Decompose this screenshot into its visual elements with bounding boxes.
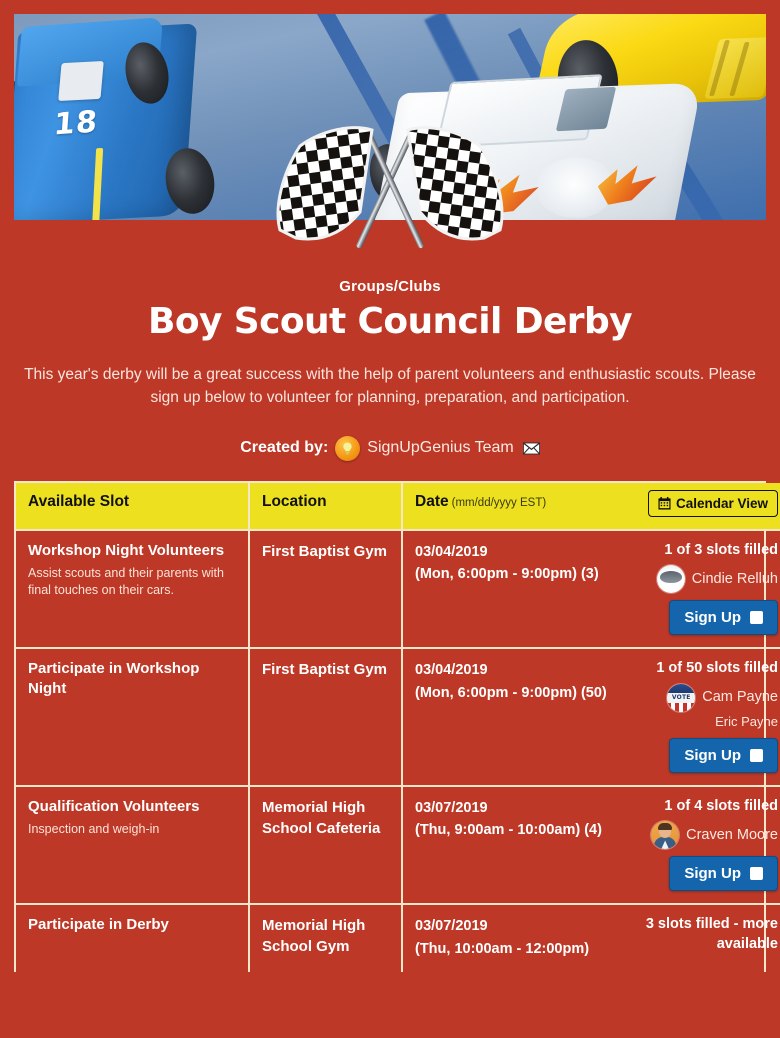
cell-slot (16, 530, 249, 649)
table-row (16, 648, 780, 786)
sign-up-label: Sign Up (684, 865, 741, 883)
checkbox-icon (750, 611, 763, 624)
column-header-date-label: Date (415, 492, 449, 510)
column-header-location: Location (249, 483, 402, 530)
cell-slot (16, 904, 249, 972)
location-text: Memorial High School Cafeteria (262, 798, 381, 837)
event-description: This year's derby will be a great success with the help of parent volunteers and enthusiastic scouts. Please sign up below to volunteer for planning, preparation, and participation. (24, 365, 756, 406)
checkered-flags-icon (256, 116, 524, 280)
created-by-block (0, 436, 780, 461)
location-text: First Baptist Gym (262, 542, 388, 560)
date-block (415, 915, 627, 960)
cell-location (249, 904, 402, 972)
signee-name[interactable]: Cindie Relluh (691, 570, 778, 587)
cell-slot (16, 648, 249, 786)
slots-filled-text: 1 of 4 slots filled (664, 797, 778, 814)
checkbox-icon (750, 867, 763, 880)
cell-slot (16, 786, 249, 905)
slot-title: Participate in Derby (28, 916, 169, 934)
date-format-note: (mm/dd/yyyy EST) (451, 496, 547, 509)
cell-date (402, 530, 780, 649)
lightbulb-icon (335, 436, 360, 461)
column-header-date (402, 483, 780, 530)
signee-row (635, 565, 778, 593)
page-title: Boy Scout Council Derby (148, 301, 632, 342)
time-text: (Mon, 6:00pm - 9:00pm) (3) (415, 566, 599, 583)
date-text: 03/07/2019 (415, 799, 488, 816)
calendar-view-button[interactable] (648, 490, 778, 517)
location-text: First Baptist Gym (262, 661, 388, 679)
signee-name[interactable]: Cam Payne (702, 689, 778, 706)
slot-description: Assist scouts and their parents with final touches on their cars. (28, 565, 224, 598)
vote-badge-avatar: VOTE (667, 684, 695, 712)
date-block (415, 659, 627, 704)
cell-date (402, 904, 780, 972)
category-label: Groups/Clubs (339, 278, 441, 295)
slot-title: Qualification Volunteers (28, 797, 200, 815)
table-header-row (16, 483, 780, 530)
calendar-icon (658, 497, 671, 510)
signup-table-container (14, 481, 778, 973)
slots-filled-text: 1 of 3 slots filled (664, 541, 778, 558)
sign-up-label: Sign Up (684, 746, 741, 764)
table-header (16, 483, 780, 530)
date-block (415, 797, 627, 842)
slots-block (635, 797, 778, 892)
car-decal (58, 61, 104, 101)
cell-date (402, 648, 780, 786)
photo-avatar (651, 821, 679, 849)
date-text: 03/04/2019 (415, 662, 488, 679)
car-window (556, 87, 617, 132)
table-row (16, 786, 780, 905)
cell-location (249, 530, 402, 649)
signup-table (16, 483, 780, 973)
table-row (16, 530, 780, 649)
signee-row (635, 684, 778, 712)
date-text: 03/04/2019 (415, 543, 488, 560)
slots-filled-text: 3 slots filled - more available (645, 916, 778, 952)
sign-up-button[interactable] (669, 856, 778, 891)
slot-description: Inspection and weigh-in (28, 821, 160, 836)
slots-filled-text: 1 of 50 slots filled (656, 660, 778, 677)
sign-up-label: Sign Up (684, 609, 741, 627)
slot-title: Workshop Night Volunteers (28, 541, 225, 559)
time-text: (Thu, 10:00am - 12:00pm) (415, 940, 590, 957)
column-header-slot: Available Slot (16, 483, 249, 530)
creator-name[interactable]: SignUpGenius Team (367, 439, 514, 457)
cell-date (402, 786, 780, 905)
time-text: (Thu, 9:00am - 10:00am) (4) (415, 822, 602, 839)
slots-block (635, 659, 778, 773)
calendar-view-label: Calendar View (675, 495, 768, 511)
checkbox-icon (750, 749, 763, 762)
sign-up-button[interactable] (669, 738, 778, 773)
date-text: 03/07/2019 (415, 918, 488, 935)
signee-sub-name: Eric Payne (715, 713, 778, 729)
slots-block (635, 915, 778, 959)
signee-row (635, 821, 778, 849)
cell-location (249, 786, 402, 905)
cloud-avatar (657, 565, 685, 593)
table-row (16, 904, 780, 972)
date-block (415, 541, 627, 586)
time-text: (Mon, 6:00pm - 9:00pm) (50) (415, 684, 607, 701)
table-body (16, 530, 780, 973)
slot-title: Participate in Workshop Night (28, 660, 200, 698)
sign-up-button[interactable] (669, 600, 778, 635)
location-text: Memorial High School Gym (262, 917, 366, 956)
cell-location (249, 648, 402, 786)
slots-block (635, 541, 778, 636)
envelope-icon[interactable] (523, 442, 540, 455)
created-by-label: Created by: (240, 439, 329, 457)
car-number-label: 18 (52, 104, 100, 143)
blue-derby-car (14, 20, 253, 220)
signee-name[interactable]: Craven Moore (686, 827, 778, 844)
hero-banner (0, 0, 780, 278)
